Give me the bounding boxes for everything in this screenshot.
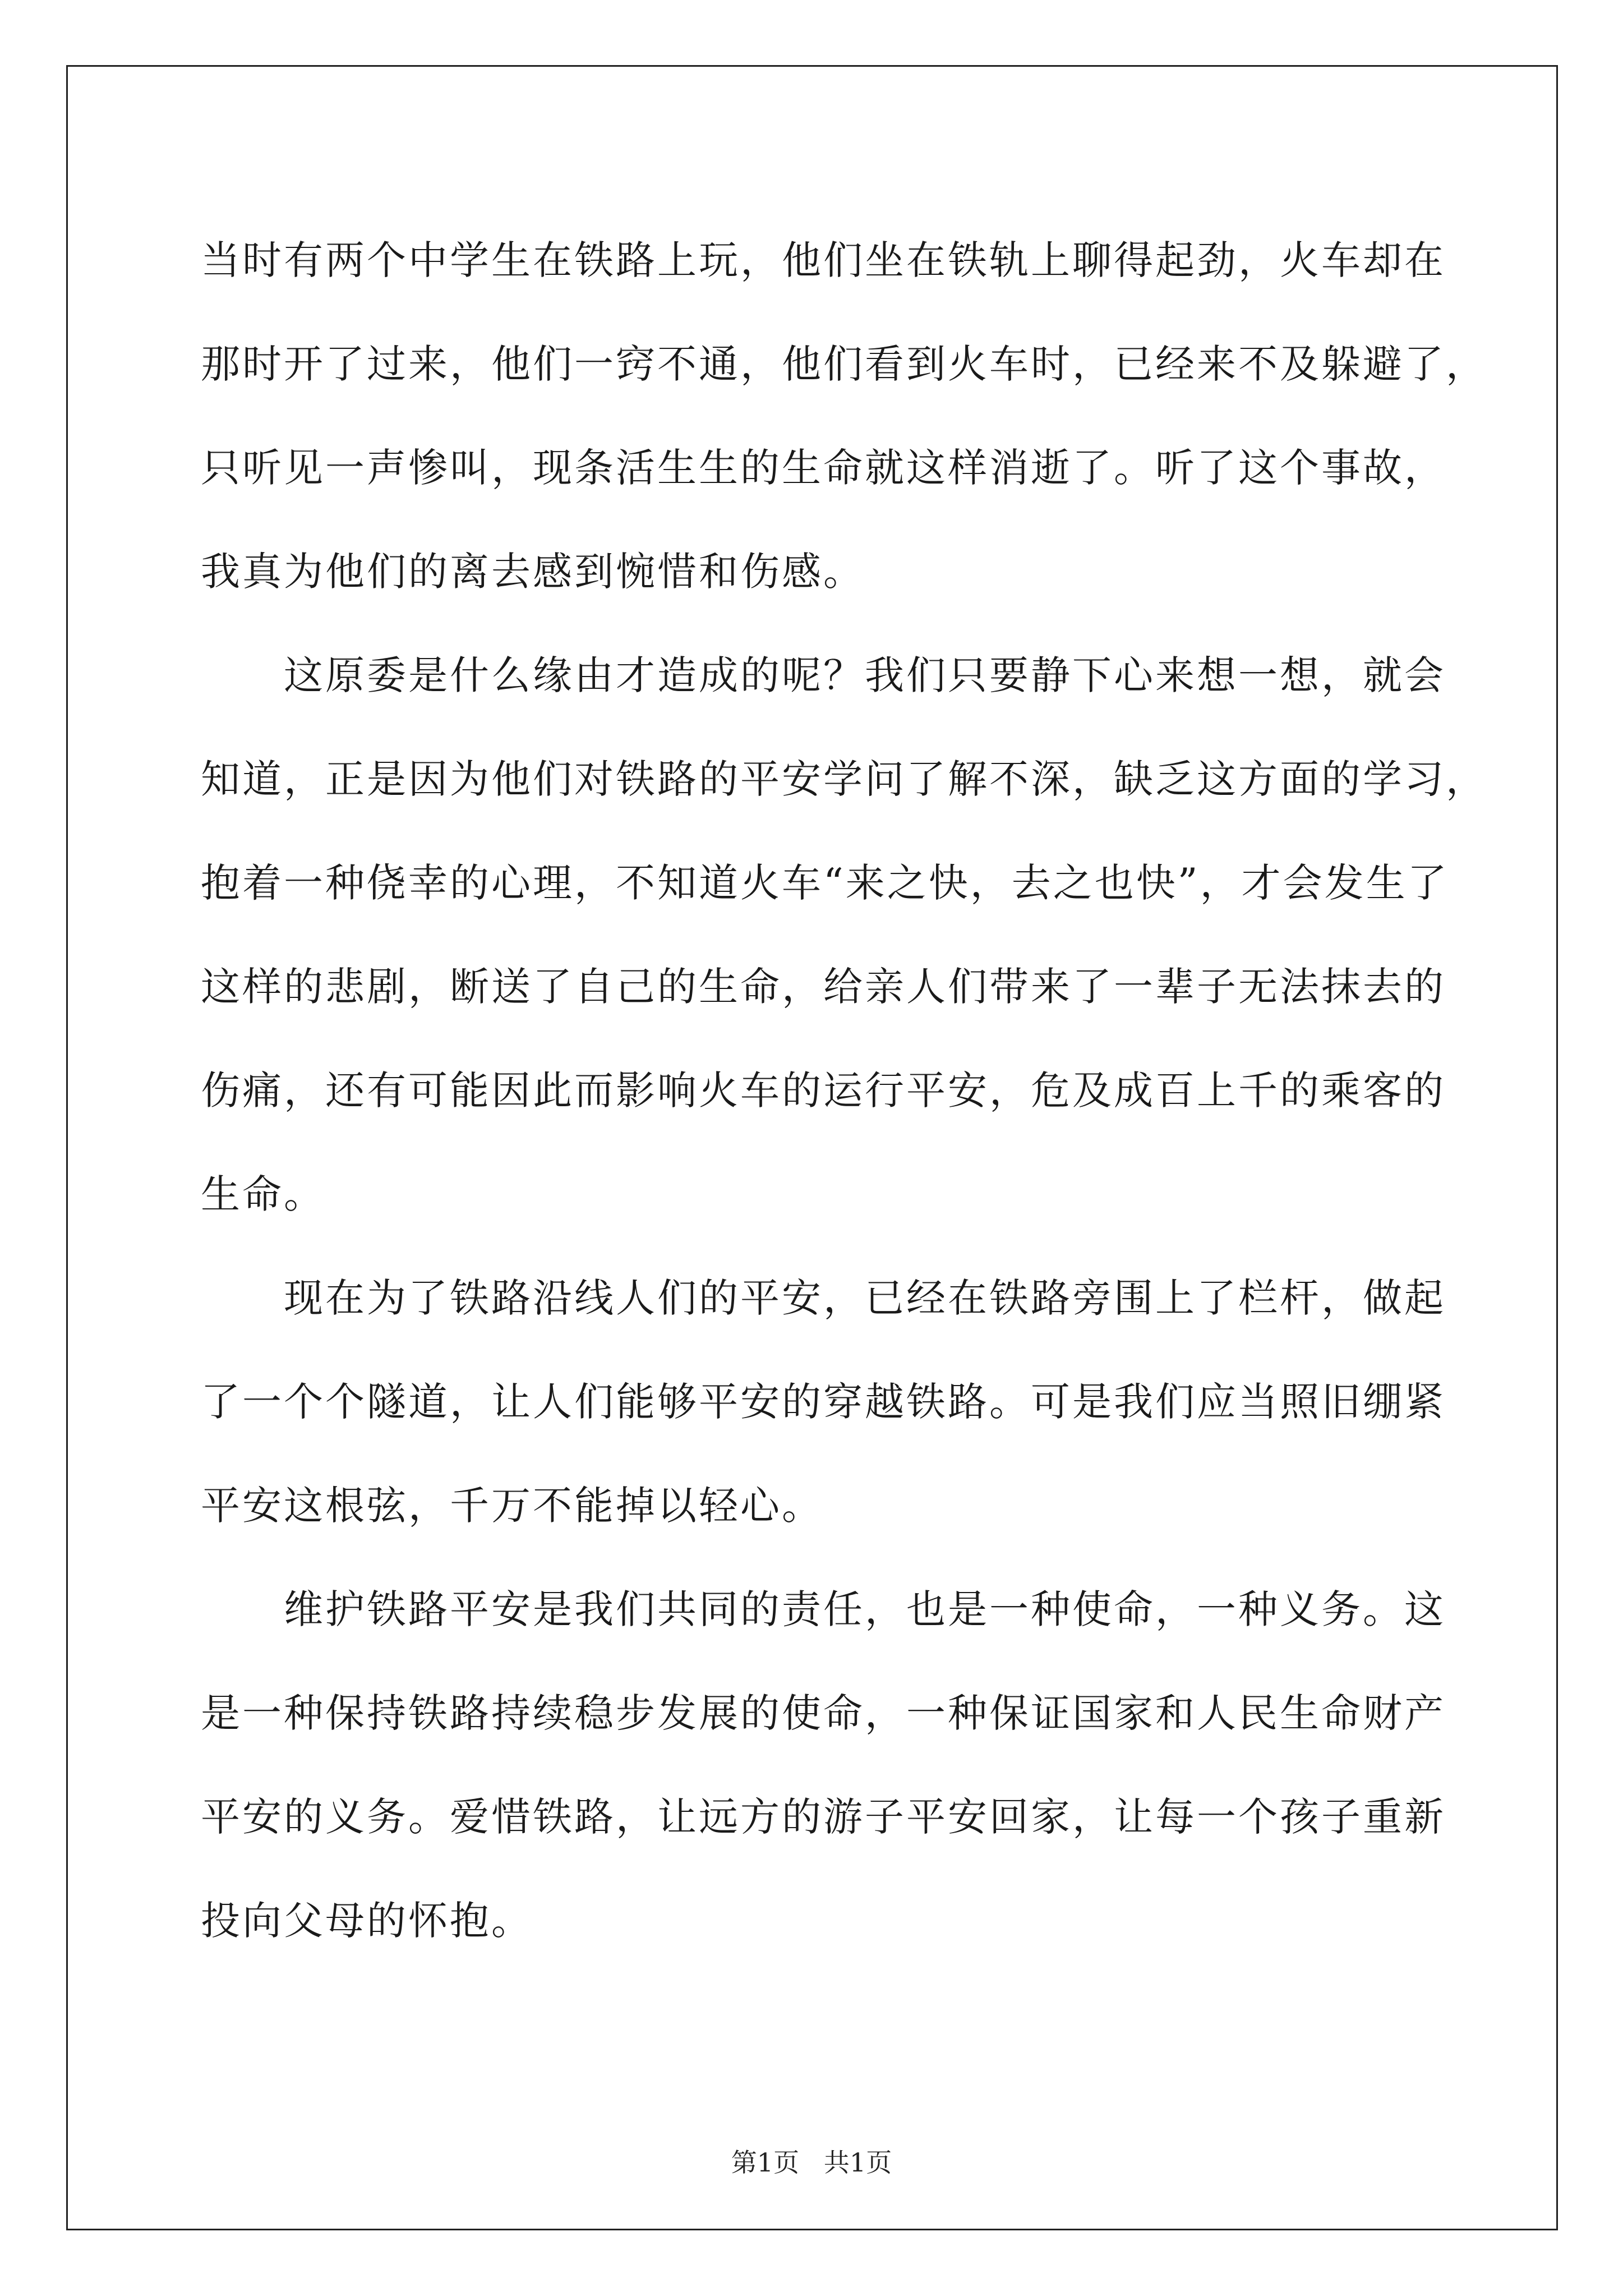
paragraph-2	[201, 624, 1487, 1246]
text-line: 投向父母的怀抱。	[201, 1898, 533, 1944]
text-line: 生命。	[201, 1171, 325, 1217]
text-line: 维护铁路平安是我们共同的责任，也是一种使命，一种义务。这	[284, 1586, 1446, 1632]
text-line: 我真为他们的离去感到惋惜和伤感。	[201, 549, 865, 595]
text-line: 只听见一声惨叫，现条活生生的生命就这样消逝了。听了这个事故，	[201, 445, 1446, 491]
text-line: 是一种保持铁路持续稳步发展的使命，一种保证国家和人民生命财产	[201, 1690, 1446, 1736]
text-line: 伤痛，还有可能因此而影响火车的运行平安，危及成百上千的乘客的	[201, 1068, 1446, 1114]
text-line: 那时开了过来，他们一窍不通，他们看到火车时，已经来不及躲避了，	[201, 341, 1487, 387]
text-line: 了一个个隧道，让人们能够平安的穿越铁路。可是我们应当照旧绷紧	[201, 1379, 1446, 1425]
text-line: 抱着一种侥幸的心理，不知道火车“来之快，去之也快”，才会发生了	[201, 860, 1449, 906]
text-line: 这原委是什么缘由才造成的呢？我们只要静下心来想一想，就会	[284, 652, 1446, 698]
text-line: 当时有两个中学生在铁路上玩，他们坐在铁轨上聊得起劲，火车却在	[201, 237, 1446, 283]
text-line: 知道，正是因为他们对铁路的平安学问了解不深，缺乏这方面的学习，	[201, 756, 1487, 802]
paragraph-4	[201, 1558, 1446, 1973]
text-line: 平安的义务。爱惜铁路，让远方的游子平安回家，让每一个孩子重新	[201, 1794, 1446, 1840]
text-line: 现在为了铁路沿线人们的平安，已经在铁路旁围上了栏杆，做起	[284, 1275, 1446, 1321]
page-number-footer: 第1页 共1页	[731, 2147, 892, 2178]
paragraph-3	[201, 1246, 1446, 1558]
text-line: 平安这根弦，千万不能掉以轻心。	[201, 1483, 823, 1529]
paragraph-1	[201, 209, 1487, 624]
document-body	[201, 209, 1487, 1973]
text-line: 这样的悲剧，断送了自己的生命，给亲人们带来了一辈子无法抹去的	[201, 964, 1446, 1010]
